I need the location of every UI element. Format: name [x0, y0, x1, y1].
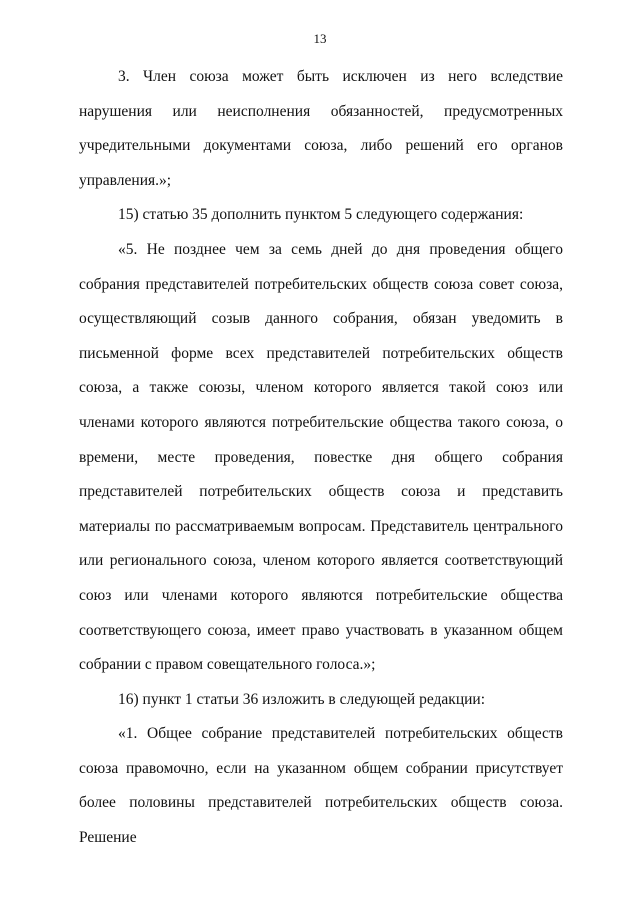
document-body	[79, 60, 563, 856]
paragraph-clause-3: 3. Член союза может быть исключен из него вследствие нарушения или неисполнения обязанностей, предусмотренных учредительными документами союза, либо решений его органов управления.»;	[79, 68, 563, 189]
paragraph-item-16: 16) пункт 1 статьи 36 изложить в следующей редакции:	[118, 690, 486, 708]
paragraph-item-15: 15) статью 35 дополнить пунктом 5 следующего содержания:	[118, 206, 524, 224]
paragraph-clause-5: «5. Не позднее чем за семь дней до дня проведения общего собрания представителей потребительских обществ союза совет союза, осуществляющий созыв данного собрания, обязан уведомить в письменной форме всех представителей потребительских обществ союза, а также союзы, членом которого является такой союз или членами которого являются потребительские общества такого союза, о времени, месте проведения, повестке дня общего собрания представителей потребительских обществ союза и представить материалы по рассматриваемым вопросам. Представитель центрального или регионального союза, членом которого является соответствующий союз или членами которого являются потребительские общества соответствующего союза, имеет право участвовать в указанном общем собрании с правом совещательного голоса.»;	[79, 240, 563, 674]
paragraph-clause-1: «1. Общее собрание представителей потребительских обществ союза правомочно, если на указанном общем собрании присутствует более половины представителей потребительских обществ союза. Решение	[79, 725, 563, 847]
page-number: 13	[313, 31, 327, 46]
